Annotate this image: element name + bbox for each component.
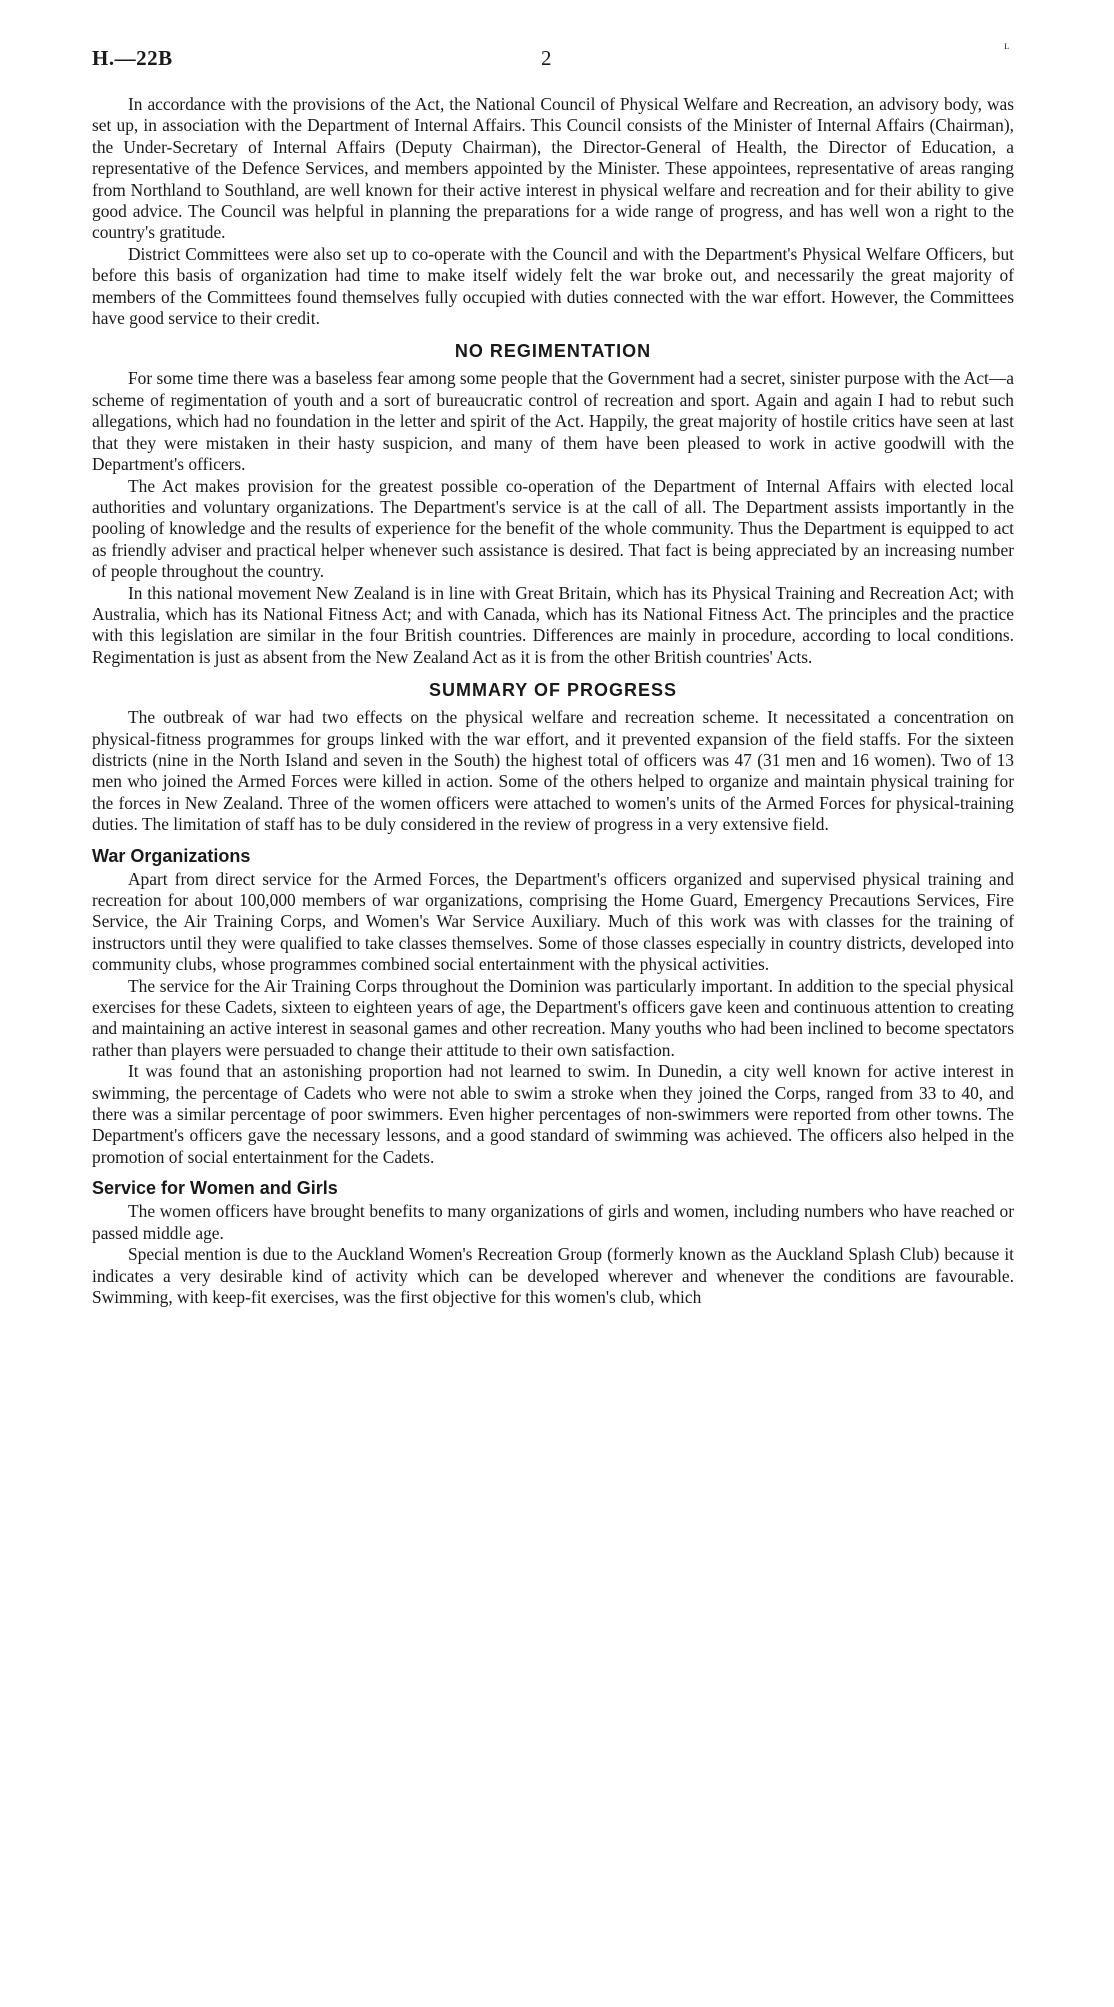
subsection-heading: Service for Women and Girls	[92, 1178, 338, 1199]
page	[92, 46, 1014, 1308]
war-organizations-section	[92, 846, 1014, 1169]
no-regimentation-section	[92, 341, 1014, 668]
paragraph: It was found that an astonishing proportion had not learned to swim. In Dunedin, a city well known for active interest in swimming, the percentage of Cadets who were not able to swim a stroke when they joined the Corps, ranged from 33 to 40, and there was a similar percentage of poor swimmers. Even higher percentages of non-swimmers were reported from other towns. The Department's officers gave the necessary lessons, and a good standard of swimming was achieved. The officers also helped in the promotion of social entertainment for the Cadets.	[92, 1061, 1014, 1167]
paragraph: The women officers have brought benefits to many organizations of girls and women, including numbers who have reached or passed middle age.	[92, 1201, 1014, 1243]
paragraph: In accordance with the provisions of the Act, the National Council of Physical Welfare and Recreation, an advisory body, was set up, in association with the Department of Internal Affairs. This Council consists of the Minister of Internal Affairs (Chairman), the Under-Secretary of Internal Affairs (Deputy Chairman), the Director-General of Health, the Director of Education, a representative of the Defence Services, and members appointed by the Minister. These appointees, representative of areas ranging from Northland to Southland, are well known for their active interest in physical welfare and recreation and for their ability to give good advice. The Council was helpful in planning the preparations for a wide range of progress, and has well won a right to the country's gratitude.	[92, 94, 1014, 243]
page-number: 2	[541, 46, 552, 70]
subsection-heading: War Organizations	[92, 845, 251, 866]
paragraph: In this national movement New Zealand is in line with Great Britain, which has its Physical Training and Recreation Act; with Australia, which has its National Fitness Act; and with Canada, which has its National Fitness Act. The principles and the practice with this legislation are similar in the four British countries. Differences are mainly in procedure, according to local conditions. Regimentation is just as absent from the New Zealand Act as it is from the other British countries' Acts.	[92, 582, 1014, 667]
summary-section	[92, 680, 1014, 835]
paragraph: Apart from direct service for the Armed Forces, the Department's officers organized and supervised physical training and recreation for about 100,000 members of war organizations, comprising the Home Guard, Emergency Precautions Services, Fire Service, the Air Training Corps, and Women's War Service Auxiliary. Much of this work was with classes for the training of instructors until they were qualified to take classes themselves. Some of those classes especially in country districts, developed into community clubs, whose programmes combined social entertainment with the physical activities.	[92, 868, 1014, 975]
intro-section	[92, 94, 1014, 329]
section-heading: SUMMARY OF PROGRESS	[428, 680, 678, 701]
paragraph: The outbreak of war had two effects on the physical welfare and recreation scheme. It necessitated a concentration on physical-fitness programmes for groups linked with the war effort, and it prevented expansion of the field staffs. For the sixteen districts (nine in the North Island and seven in the South) the highest total of officers was 47 (31 men and 16 women). Two of 13 men who joined the Armed Forces were killed in action. Some of the others helped to organize and maintain physical training for the forces in New Zealand. Three of the women officers were attached to women's units of the Armed Forces for physical-training duties. The limitation of staff has to be duly considered in the review of progress in a very extensive field.	[92, 707, 1014, 835]
paragraph: The service for the Air Training Corps throughout the Dominion was particularly important. In addition to the special physical exercises for these Cadets, sixteen to eighteen years of age, the Department's officers gave keen and continuous attention to creating and maintaining an active interest in seasonal games and other recreation. Many youths who had been inclined to become spectators rather than players were persuaded to change their attitude to their own satisfaction.	[92, 975, 1014, 1060]
page-header	[92, 46, 1014, 86]
document-id: H.—22B	[92, 46, 173, 70]
paragraph: For some time there was a baseless fear among some people that the Government had a secret, sinister purpose with the Act—a scheme of regimentation of youth and a sort of bureaucratic control of recreation and sport. Again and again I had to rebut such allegations, which had no foundation in the letter and spirit of the Act. Happily, the great majority of hostile critics have seen at last that they were mistaken in their hasty suspicion, and many of them have been pleased to work in active goodwill with the Department's officers.	[92, 368, 1014, 475]
paragraph: The Act makes provision for the greatest possible co-operation of the Department of Internal Affairs with elected local authorities and voluntary organizations. The Department's service is at the call of all. The Department assists importantly in the pooling of knowledge and the results of experience for the benefit of the whole community. Thus the Department is equipped to act as friendly adviser and practical helper whenever such assistance is desired. That fact is being appreciated by an increasing number of people throughout the country.	[92, 475, 1014, 582]
paragraph: Special mention is due to the Auckland Women's Recreation Group (formerly known as the Auckland Splash Club) because it indicates a very desirable kind of activity which can be developed wherever and whenever the conditions are favourable. Swimming, with keep-fit exercises, was the first objective for this women's club, which	[92, 1244, 1014, 1307]
paragraph: District Committees were also set up to co-operate with the Council and with the Department's Physical Welfare Officers, but before this basis of organization had time to make itself widely felt the war broke out, and necessarily the great majority of members of the Committees found themselves fully occupied with duties connected with the war effort. However, the Committees have good service to their credit.	[92, 243, 1014, 329]
section-heading: NO REGIMENTATION	[454, 341, 652, 362]
women-girls-section	[92, 1178, 1014, 1308]
corner-mark: ᴸ	[1004, 42, 1010, 57]
